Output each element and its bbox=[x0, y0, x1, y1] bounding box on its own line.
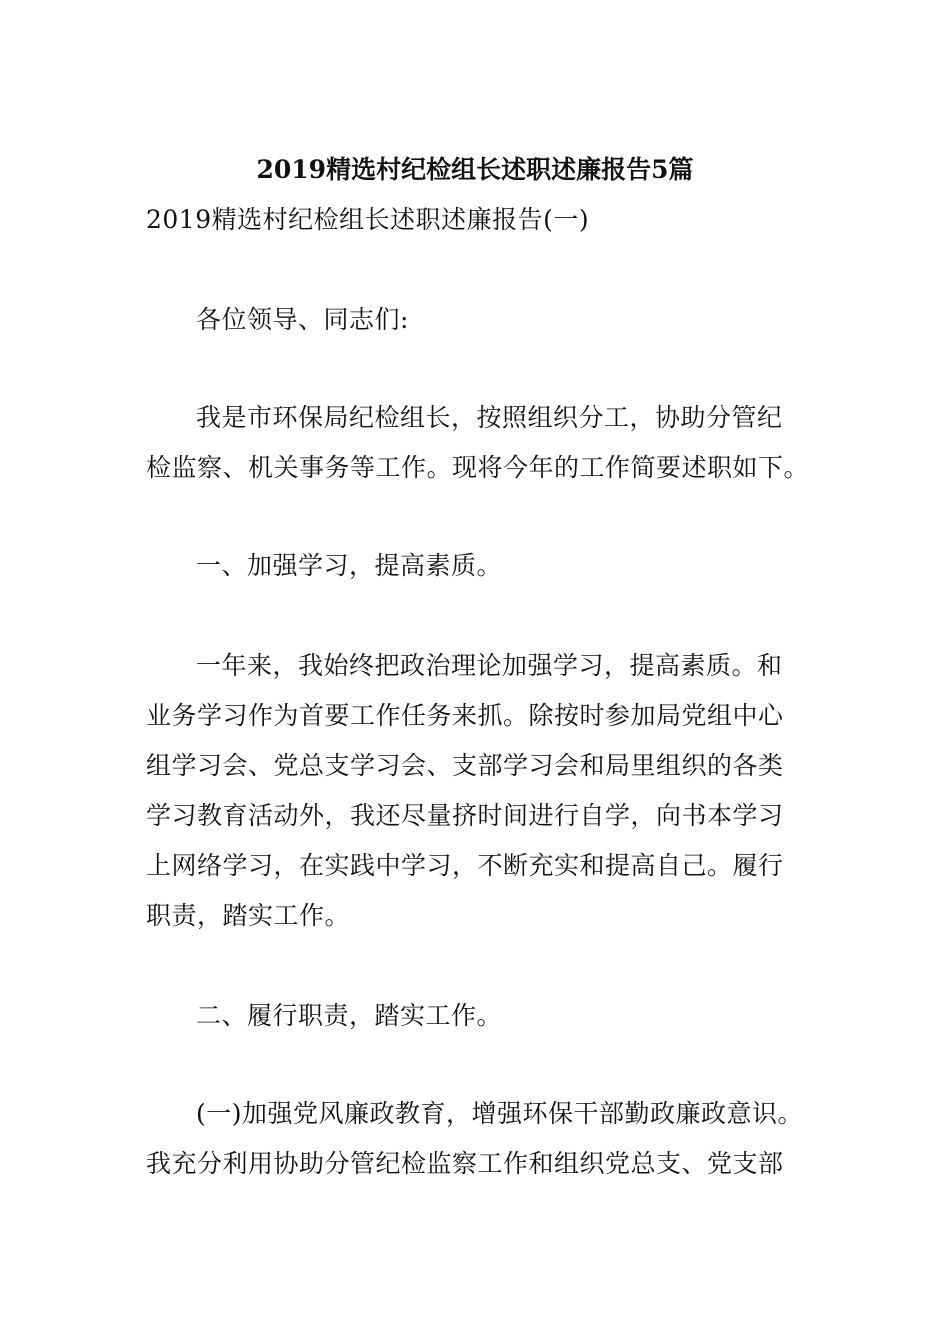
subtitle: 2019精选村纪检组长述职述廉报告(一) bbox=[146, 205, 590, 234]
greeting: 各位领导、同志们: bbox=[196, 305, 409, 334]
paragraph-line: (一)加强党风廉政教育，增强环保干部勤政廉政意识。 bbox=[196, 1099, 804, 1128]
paragraph-line: 组学习会、党总支学习会、支部学习会和局里组织的各类 bbox=[146, 751, 784, 780]
section-heading: 一、加强学习，提高素质。 bbox=[196, 551, 503, 580]
paragraph-line: 我是市环保局纪检组长，按照组织分工，协助分管纪 bbox=[196, 403, 783, 432]
paragraph-line: 上网络学习，在实践中学习，不断充实和提高自己。履行 bbox=[146, 851, 784, 880]
paragraph-line: 一年来，我始终把政治理论加强学习，提高素质。和 bbox=[196, 651, 783, 680]
document-title: 2019精选村纪检组长述职述廉报告5篇 bbox=[256, 155, 694, 184]
paragraph-line: 检监察、机关事务等工作。现将今年的工作简要述职如下。 bbox=[146, 453, 810, 482]
paragraph-line: 职责，踏实工作。 bbox=[146, 901, 351, 930]
paragraph-line: 学习教育活动外，我还尽量挤时间进行自学，向书本学习 bbox=[146, 801, 784, 830]
section-heading: 二、履行职责，踏实工作。 bbox=[196, 1001, 503, 1030]
paragraph-line: 业务学习作为首要工作任务来抓。除按时参加局党组中心 bbox=[146, 701, 784, 730]
paragraph-line: 我充分利用协助分管纪检监察工作和组织党总支、党支部 bbox=[146, 1149, 784, 1178]
